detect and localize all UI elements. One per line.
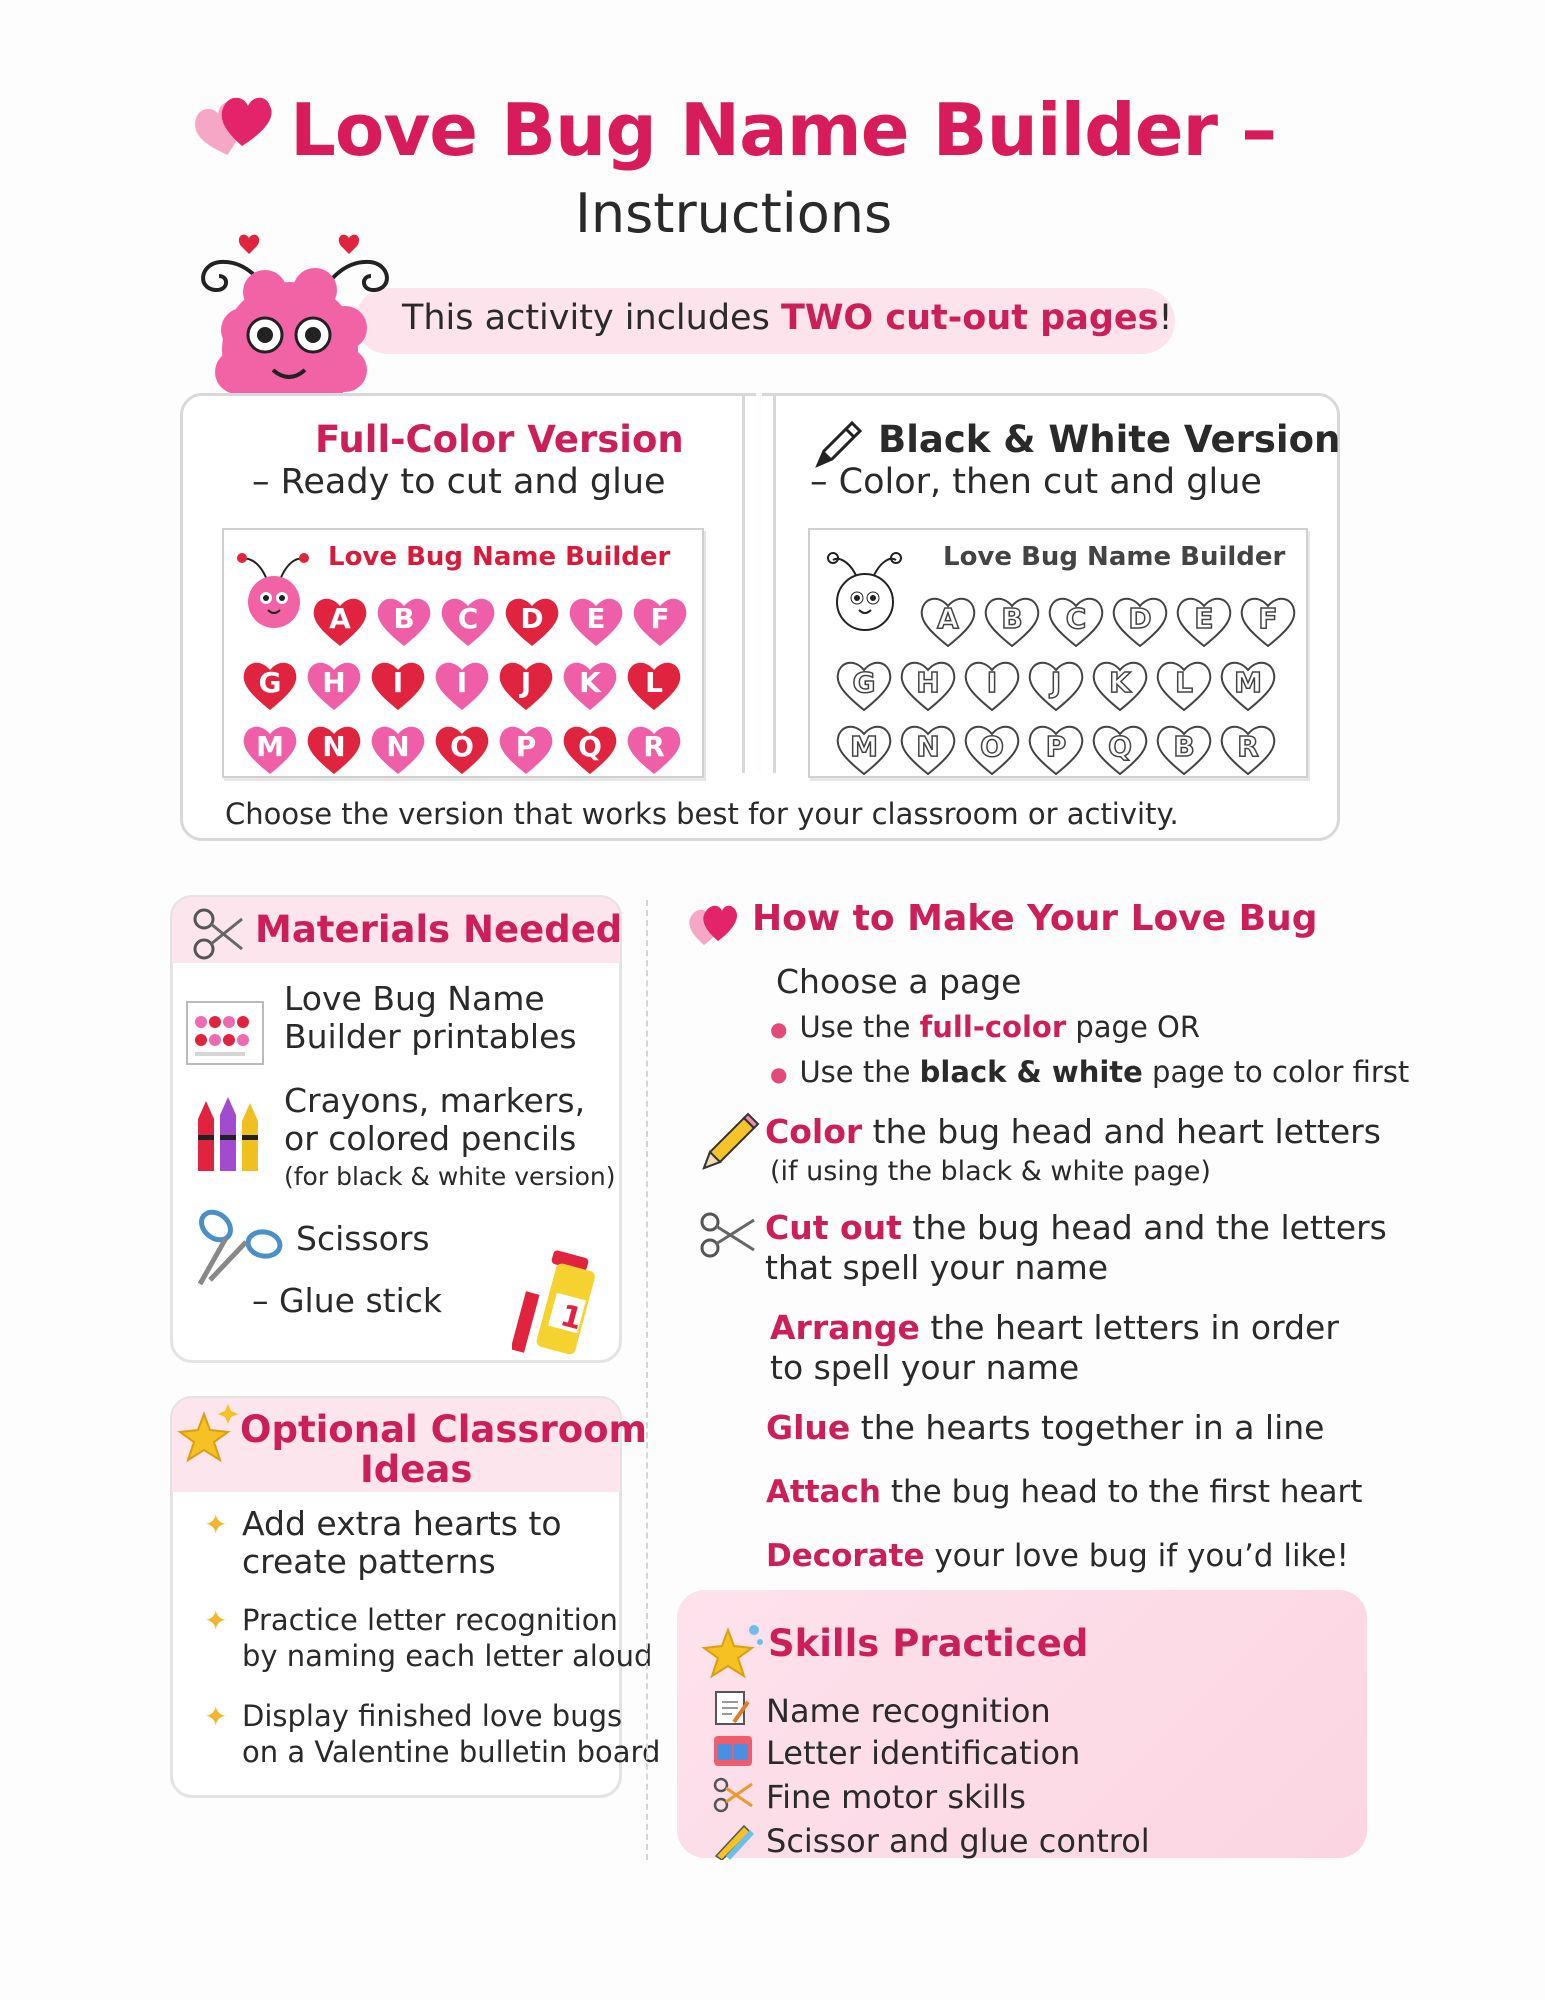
step-color: Color the bug head and heart letters	[765, 1112, 1381, 1151]
optional-heading-line-1: Optional Classroom	[240, 1408, 648, 1451]
heart-letter-tile: M	[240, 720, 300, 776]
bw-letters-rows-2-3	[834, 656, 1280, 776]
sparkle-icon: ✦	[204, 1604, 228, 1637]
choose-version-note: Choose the version that works best for your classroom or activity.	[225, 797, 1179, 831]
scissors-icon	[698, 1210, 760, 1260]
heart-letter-tile: C	[1046, 592, 1106, 648]
heart-letter-tile: A	[918, 592, 978, 648]
heart-letter-tile: H	[898, 656, 958, 712]
step-glue: Glue the hearts together in a line	[766, 1408, 1325, 1447]
heart-letter-tile: B	[982, 592, 1042, 648]
option-black-white: ● Use the black & white page to color first	[770, 1055, 1410, 1089]
heart-letter-tile: N	[368, 720, 428, 776]
heart-letter-tile: P	[496, 720, 556, 776]
heart-letter-tile: B	[1154, 720, 1214, 776]
step-color-note: (if using the black & white page)	[770, 1156, 1211, 1187]
bw-subheading: – Color, then cut and glue	[810, 462, 1262, 502]
skill-name-recognition: Name recognition	[766, 1692, 1051, 1730]
material-printables: Love Bug Name Builder printables	[284, 979, 577, 1056]
idea-patterns: Add extra hearts to create patterns	[242, 1504, 562, 1581]
step-attach: Attach the bug head to the first heart	[766, 1474, 1363, 1510]
material-scissors: Scissors	[296, 1219, 430, 1258]
step-arrange: Arrange the heart letters in order to spell your name	[770, 1308, 1339, 1387]
heart-letter-tile: L	[1154, 656, 1214, 712]
glue-pencil-icon	[712, 1820, 756, 1860]
heart-letter-tile: E	[1174, 592, 1234, 648]
heart-icon	[684, 895, 744, 951]
full-color-heading: Full-Color Version	[315, 418, 684, 461]
printables-icon	[185, 1000, 265, 1066]
heart-letter-tile: I	[432, 656, 492, 712]
star-icon	[700, 1620, 766, 1680]
idea-letter-recognition: Practice letter recognition by naming each letter aloud	[242, 1603, 653, 1673]
letter-blocks-icon	[712, 1732, 754, 1768]
how-to-heading: How to Make Your Love Bug	[752, 898, 1318, 939]
skill-fine-motor: Fine motor skills	[766, 1778, 1026, 1816]
heart-letter-tile: R	[1218, 720, 1278, 776]
heart-letter-tile: F	[1238, 592, 1298, 648]
heart-letter-tile: D	[1110, 592, 1170, 648]
heart-letter-tile: I	[962, 656, 1022, 712]
bw-letters-row-1	[918, 592, 1300, 648]
sparkle-icon: ✦	[204, 1700, 228, 1733]
heart-letter-tile: O	[432, 720, 492, 776]
page-title: Love Bug Name Builder –	[290, 88, 1277, 172]
full-color-letters-row-1	[310, 592, 692, 648]
step-decorate: Decorate your love bug if you’d like!	[766, 1538, 1349, 1574]
heart-letter-tile: N	[304, 720, 364, 776]
heart-letter-tile: Q	[1090, 720, 1150, 776]
sparkle-icon: ✦	[204, 1508, 228, 1541]
heart-letter-tile: O	[962, 720, 1022, 776]
step-cut-out: Cut out the bug head and the letters that spell your name	[765, 1208, 1387, 1287]
heart-letter-tile: H	[304, 656, 364, 712]
full-color-sheet-title: Love Bug Name Builder	[328, 542, 671, 572]
skill-scissor-glue: Scissor and glue control	[766, 1822, 1150, 1860]
small-bug-color-icon	[232, 540, 312, 640]
pencil-icon	[698, 1110, 762, 1174]
optional-heading-line-2: Ideas	[360, 1448, 473, 1491]
column-divider	[646, 900, 648, 1860]
heart-letter-tile: K	[560, 656, 620, 712]
bw-heading: Black & White Version	[878, 418, 1341, 461]
material-crayons: Crayons, markers, or colored pencils (for black & white version)	[284, 1081, 616, 1191]
heart-letter-tile: B	[374, 592, 434, 648]
heart-letter-tile: G	[240, 656, 300, 712]
heart-letter-tile: R	[624, 720, 684, 776]
heart-letter-tile: J	[496, 656, 556, 712]
heart-letter-tile: P	[1026, 720, 1086, 776]
small-bug-bw-icon	[820, 540, 910, 640]
crayons-icon	[190, 1095, 270, 1175]
full-color-subheading: – Ready to cut and glue	[252, 462, 666, 502]
heart-letter-tile: J	[1026, 656, 1086, 712]
heart-letter-tile: F	[630, 592, 690, 648]
heart-letter-tile: I	[368, 656, 428, 712]
heart-letter-tile: A	[310, 592, 370, 648]
notepad-icon	[712, 1688, 752, 1728]
heart-letter-tile: Q	[560, 720, 620, 776]
heart-letter-tile: D	[502, 592, 562, 648]
full-color-letters-rows-2-3	[240, 656, 686, 776]
bw-sheet-title: Love Bug Name Builder	[943, 542, 1286, 572]
heart-letter-tile: L	[624, 656, 684, 712]
versions-divider	[756, 393, 762, 773]
heart-letter-tile: N	[898, 720, 958, 776]
scissors-icon	[712, 1776, 756, 1814]
heart-letter-tile: C	[438, 592, 498, 648]
glue-stick-icon	[512, 1248, 602, 1358]
idea-bulletin-board: Display finished love bugs on a Valentine bulletin board	[242, 1699, 661, 1769]
heart-letter-tile: M	[834, 720, 894, 776]
banner-highlight: TWO cut-out pages	[780, 298, 1159, 338]
star-icon	[176, 1402, 240, 1466]
scissors-icon	[190, 1208, 286, 1290]
option-full-color: ● Use the full-color page OR	[770, 1010, 1200, 1044]
page-subtitle: Instructions	[575, 182, 893, 245]
heart-letter-tile: M	[1218, 656, 1278, 712]
skills-heading: Skills Practiced	[768, 1622, 1089, 1665]
heart-letter-tile: G	[834, 656, 894, 712]
banner-text: This activity includes TWO cut-out pages!	[402, 298, 1173, 338]
materials-heading: Materials Needed	[255, 908, 623, 951]
svg-text:1: 1	[556, 1298, 586, 1338]
material-glue-stick: – Glue stick	[252, 1281, 442, 1320]
skill-letter-identification: Letter identification	[766, 1734, 1081, 1772]
step-choose-page: Choose a page	[776, 962, 1022, 1001]
heart-letter-tile: K	[1090, 656, 1150, 712]
heart-letter-tile: E	[566, 592, 626, 648]
scissors-icon	[190, 905, 248, 963]
heart-icon	[190, 82, 280, 162]
